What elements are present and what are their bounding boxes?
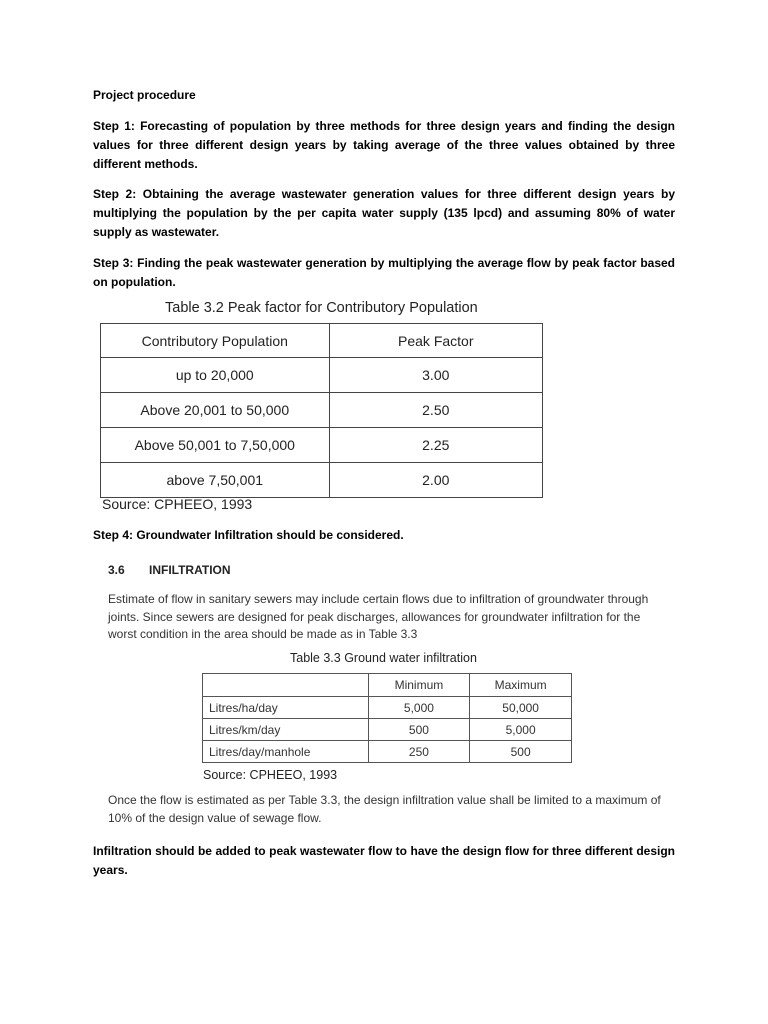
step-3-paragraph: Step 3: Finding the peak wastewater generation by multiplying the average flow by peak factor based on population. bbox=[93, 256, 675, 289]
table-row bbox=[101, 463, 543, 498]
header-minimum: Minimum bbox=[368, 674, 470, 697]
table-row bbox=[101, 428, 543, 463]
table-row bbox=[101, 393, 543, 428]
table-3-3-caption: Table 3.3 Ground water infiltration bbox=[290, 651, 477, 665]
peak-factor-cell: 2.25 bbox=[329, 428, 542, 463]
header-peak-factor: Peak Factor bbox=[329, 324, 542, 358]
peak-factor-cell: 3.00 bbox=[329, 358, 542, 393]
population-cell: Above 20,001 to 50,000 bbox=[101, 393, 330, 428]
infiltration-paragraph: Estimate of flow in sanitary sewers may include certain flows due to infiltration of groundwater through joints. Since sewers are designed for peak discharges, allowances for groundwater infiltration for the worst condition in the area should be made as in Table 3.3 bbox=[108, 592, 649, 641]
table-header-row bbox=[203, 674, 572, 697]
maximum-cell: 5,000 bbox=[470, 719, 572, 741]
table-row bbox=[101, 358, 543, 393]
step-1-paragraph: Step 1: Forecasting of population by three methods for three design years and finding the design values for three different design years by taking average of the three values obtained by three different methods. bbox=[93, 119, 675, 171]
step-4-paragraph: Step 4: Groundwater Infiltration should be considered. bbox=[93, 528, 404, 542]
maximum-cell: 50,000 bbox=[470, 697, 572, 719]
infiltration-section-heading bbox=[108, 563, 231, 577]
peak-factor-cell: 2.00 bbox=[329, 463, 542, 498]
unit-cell: Litres/km/day bbox=[203, 719, 369, 741]
header-empty bbox=[203, 674, 369, 697]
final-paragraph: Infiltration should be added to peak wastewater flow to have the design flow for three different design years. bbox=[93, 844, 675, 877]
peak-factor-cell: 2.50 bbox=[329, 393, 542, 428]
doc-title: Project procedure bbox=[93, 88, 196, 102]
peak-factor-table bbox=[100, 323, 543, 498]
table-row bbox=[203, 741, 572, 763]
header-maximum: Maximum bbox=[470, 674, 572, 697]
table-3-3-source: Source: CPHEEO, 1993 bbox=[203, 768, 338, 782]
table-3-2-source: Source: CPHEEO, 1993 bbox=[102, 496, 253, 512]
population-cell: Above 50,001 to 7,50,000 bbox=[101, 428, 330, 463]
unit-cell: Litres/day/manhole bbox=[203, 741, 369, 763]
groundwater-infiltration-table bbox=[202, 673, 572, 763]
table-header-row bbox=[101, 324, 543, 358]
section-title: INFILTRATION bbox=[149, 563, 231, 577]
table-row bbox=[203, 697, 572, 719]
minimum-cell: 5,000 bbox=[368, 697, 470, 719]
table-row bbox=[203, 719, 572, 741]
infiltration-limit-paragraph: Once the flow is estimated as per Table 3.3, the design infiltration value shall be limited to a maximum of 10% of the design value of sewage flow. bbox=[108, 793, 661, 825]
table-3-2-caption: Table 3.2 Peak factor for Contributory Population bbox=[165, 300, 478, 316]
maximum-cell: 500 bbox=[470, 741, 572, 763]
minimum-cell: 250 bbox=[368, 741, 470, 763]
unit-cell: Litres/ha/day bbox=[203, 697, 369, 719]
population-cell: above 7,50,001 bbox=[101, 463, 330, 498]
minimum-cell: 500 bbox=[368, 719, 470, 741]
section-number: 3.6 bbox=[108, 563, 125, 577]
header-contributory-population: Contributory Population bbox=[101, 324, 330, 358]
population-cell: up to 20,000 bbox=[101, 358, 330, 393]
step-2-paragraph: Step 2: Obtaining the average wastewater generation values for three different design years by multiplying the population by the per capita water supply (135 lpcd) and assuming 80% of water supply as wastewater. bbox=[93, 187, 675, 239]
